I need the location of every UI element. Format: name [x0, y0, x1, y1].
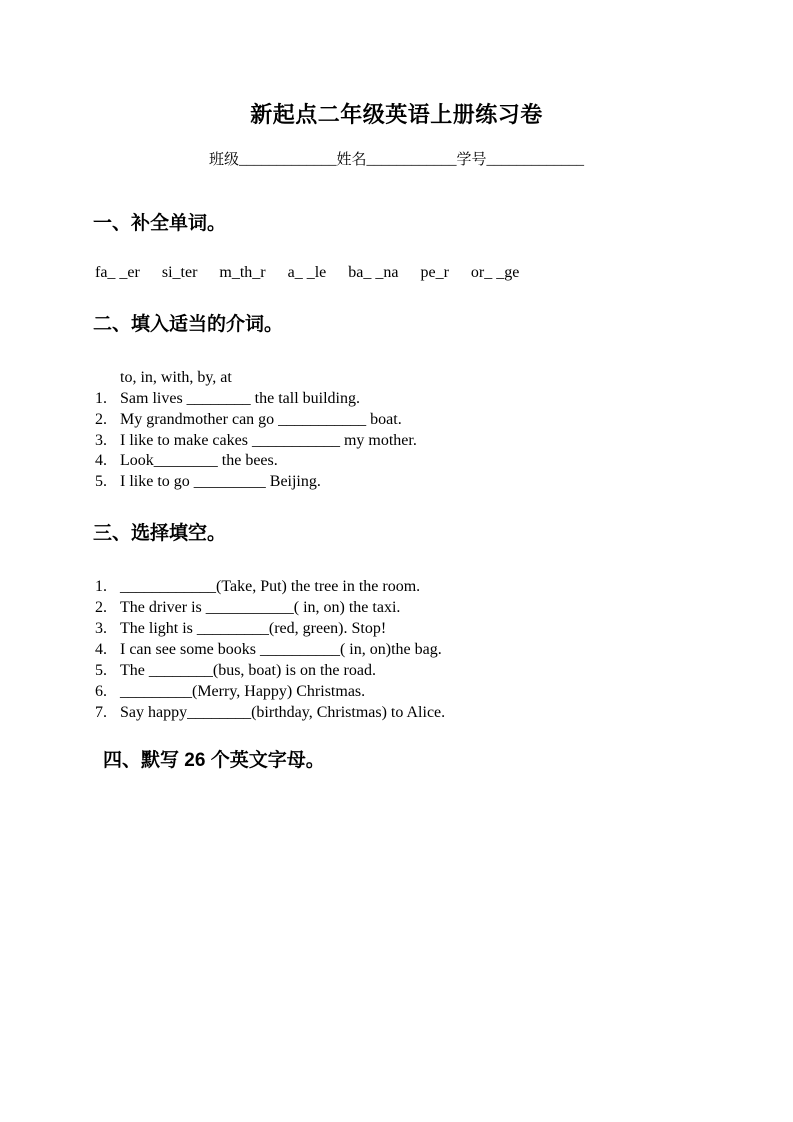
item-text: Say happy________(birthday, Christmas) to Alice. [120, 703, 446, 721]
class-blank-line: _____________ [238, 152, 337, 168]
name-blank-line: ____________ [366, 152, 457, 168]
list-item [95, 472, 793, 493]
item-text: Look________ the bees. [120, 452, 278, 470]
item-text: The ________(bus, boat) is on the road. [120, 661, 376, 679]
list-item [95, 660, 793, 681]
section3-heading: 三、选择填空。 [93, 522, 227, 544]
item-number: 3. [95, 431, 107, 449]
item-text: I like to make cakes ___________ my mother. [120, 431, 417, 449]
item-number: 4. [95, 640, 107, 658]
item-number: 1. [95, 390, 107, 407]
word-father: fa_ _er [95, 264, 140, 281]
item-text: I can see some books __________( in, on)the bag. [120, 640, 442, 658]
list-item [95, 431, 793, 452]
list-item [95, 451, 793, 472]
item-number: 3. [95, 619, 107, 637]
list-item [95, 702, 793, 723]
item-number: 4. [95, 452, 107, 470]
item-text: Sam lives ________ the tall building. [120, 390, 360, 407]
item-number: 5. [95, 661, 107, 679]
preposition-word-bank: to, in, with, by, at [120, 369, 232, 386]
section1-heading: 一、补全单词。 [93, 213, 227, 234]
item-number: 5. [95, 473, 107, 491]
student-id-label: 学号 [456, 152, 487, 168]
section2-heading: 二、填入适当的介词。 [93, 314, 284, 335]
item-number: 2. [95, 598, 107, 616]
word-mother: m_th_r [219, 264, 266, 281]
word-orange: or_ _ge [470, 264, 520, 281]
item-text: _________(Merry, Happy) Christmas. [120, 682, 366, 700]
item-text: The light is _________(red, green). Stop! [120, 619, 387, 637]
incomplete-words-row [95, 264, 793, 281]
student-info-line [0, 152, 793, 169]
list-item [95, 597, 793, 618]
name-label: 姓名 [336, 152, 367, 168]
list-item [95, 576, 793, 597]
page-title: 新起点二年级英语上册练习卷 [250, 102, 543, 127]
list-item [95, 410, 793, 431]
item-text: I like to go _________ Beijing. [120, 473, 321, 491]
section2-item-list [0, 389, 793, 493]
word-pear: pe_r [420, 264, 449, 281]
list-item [95, 389, 793, 410]
item-number: 7. [95, 703, 107, 721]
item-number: 1. [95, 577, 107, 595]
word-apple: a_ _le [287, 264, 327, 281]
word-banana: ba_ _na [348, 264, 399, 281]
list-item [95, 618, 793, 639]
item-text: My grandmother can go ___________ boat. [120, 410, 402, 428]
word-sister: si_ter [161, 264, 198, 281]
item-number: 2. [95, 410, 107, 428]
class-label: 班级 [208, 152, 239, 168]
item-text: The driver is ___________( in, on) the taxi. [120, 598, 401, 616]
item-text: ____________(Take, Put) the tree in the room. [120, 577, 421, 595]
item-number: 6. [95, 682, 107, 700]
list-item [95, 639, 793, 660]
section4-heading: 四、默写 26 个英文字母。 [103, 749, 325, 771]
section3-item-list [0, 576, 793, 723]
list-item [95, 681, 793, 702]
student-id-blank-line: _____________ [486, 152, 585, 168]
